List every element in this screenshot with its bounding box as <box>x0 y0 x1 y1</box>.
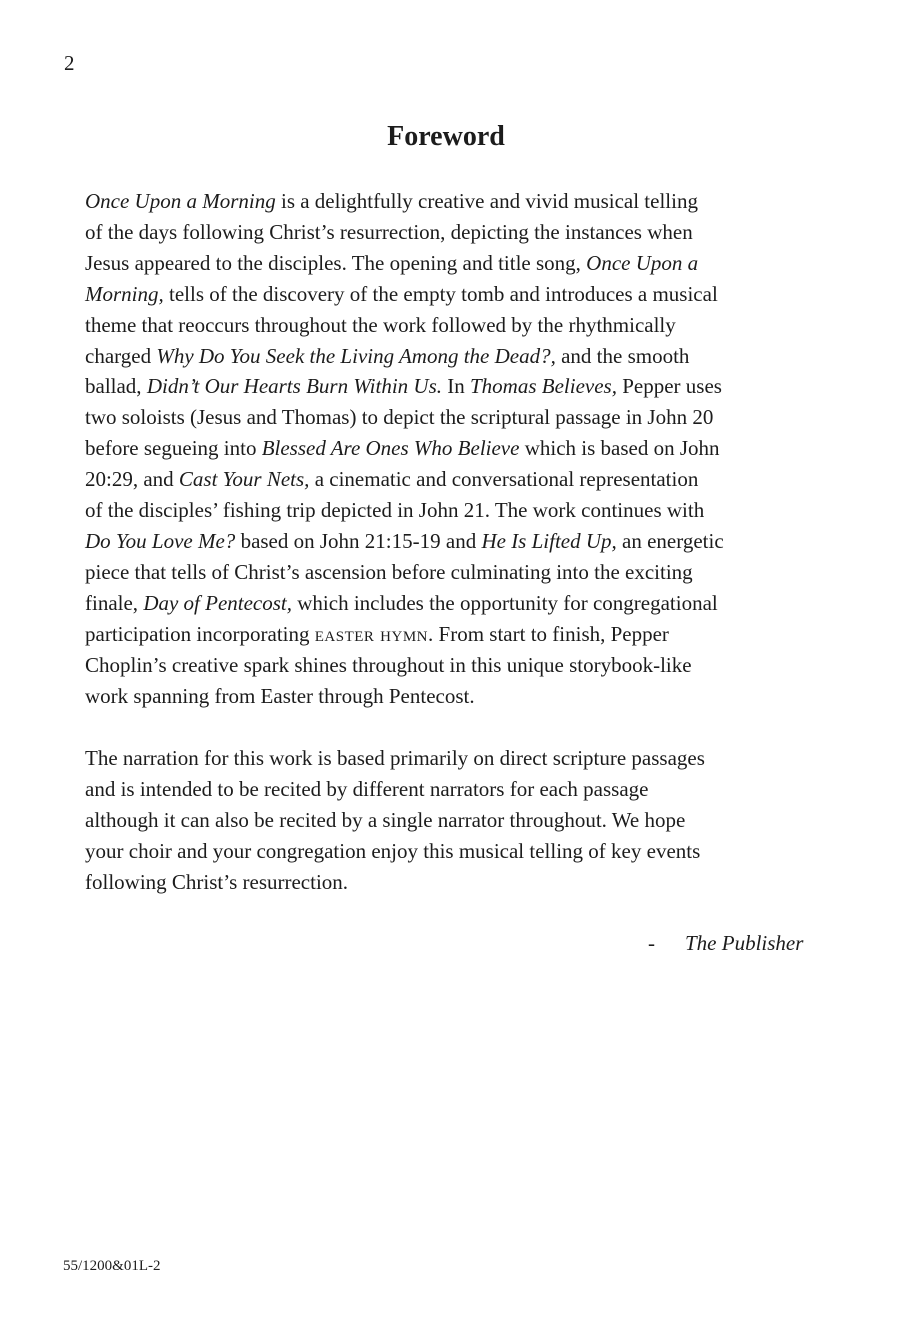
footer-catalog-code: 55/1200&01L-2 <box>63 1258 161 1274</box>
text-line <box>85 557 815 588</box>
text-line <box>85 805 815 836</box>
text-run: is a delightfully creative and vivid musical telling <box>275 189 698 213</box>
italic-title: Why Do You Seek the Living Among the Dead?, <box>156 343 556 368</box>
text-line <box>85 402 815 433</box>
italic-title: Thomas Believes, <box>470 374 617 399</box>
italic-title: Blessed Are Ones Who Believe <box>261 436 520 461</box>
text-line <box>85 836 815 867</box>
text-run: participation incorporating <box>85 621 315 646</box>
text-line <box>85 526 815 557</box>
italic-title: He Is Lifted Up, <box>481 528 617 553</box>
italic-title: Once Upon a Morning <box>85 189 276 213</box>
text-run: work spanning from Easter through Pentecost. <box>85 683 475 708</box>
text-line <box>85 279 815 310</box>
text-run: although it can also be recited by a single narrator throughout. We hope <box>85 807 686 832</box>
text-line <box>85 433 815 464</box>
text-run: finale, <box>85 590 144 615</box>
signature-name: The Publisher <box>685 931 804 955</box>
text-run: an energetic <box>616 528 724 553</box>
italic-title: Didn’t Our Hearts Burn Within Us. <box>146 374 442 399</box>
text-line <box>85 495 815 526</box>
italic-title: Morning, <box>85 281 164 306</box>
text-line <box>85 619 815 650</box>
text-run: Choplin’s creative spark shines throughout in this unique storybook-like <box>85 652 692 677</box>
text-run: theme that reoccurs throughout the work followed by the rhythmically <box>85 312 676 337</box>
text-run: which is based on John <box>519 436 720 461</box>
text-run: 20:29, and <box>85 467 179 492</box>
text-run: of the days following Christ’s resurrection, depicting the instances when <box>85 219 693 244</box>
foreword-paragraph-2 <box>85 743 815 898</box>
text-line <box>85 588 815 619</box>
text-run: ballad, <box>85 374 147 399</box>
text-run: which includes the opportunity for congregational <box>292 590 718 615</box>
text-line <box>85 464 815 495</box>
text-line <box>85 186 815 217</box>
text-line <box>85 743 815 774</box>
text-run: and the smooth <box>555 343 690 368</box>
text-line <box>85 371 815 402</box>
text-line <box>85 774 815 805</box>
hymn-tune-name: easter hymn <box>314 621 429 646</box>
signature <box>648 928 803 958</box>
foreword-paragraph-1 <box>85 186 815 711</box>
italic-title: Cast Your Nets, <box>178 467 310 492</box>
italic-title: Day of Pentecost, <box>143 590 293 615</box>
text-run: In <box>442 374 470 399</box>
text-run: charged <box>85 343 157 368</box>
text-run: and is intended to be recited by different narrators for each passage <box>85 776 649 801</box>
text-line <box>85 341 815 372</box>
text-line <box>85 650 815 681</box>
text-line <box>85 248 815 279</box>
text-run: following Christ’s resurrection. <box>85 869 349 894</box>
text-run: Jesus appeared to the disciples. The opening and title song, <box>85 250 587 275</box>
text-run: Pepper uses <box>616 374 722 399</box>
italic-title: Once Upon a <box>586 250 699 275</box>
italic-title: Do You Love Me? <box>85 528 236 553</box>
signature-dash: - <box>648 931 655 955</box>
text-run: piece that tells of Christ’s ascension before culminating into the exciting <box>85 559 693 584</box>
text-line <box>85 310 815 341</box>
text-run: The narration for this work is based primarily on direct scripture passages <box>85 746 705 770</box>
text-line <box>85 867 815 898</box>
page-number: 2 <box>64 51 75 75</box>
text-run: a cinematic and conversational representation <box>309 467 699 492</box>
text-run: . From start to finish, Pepper <box>428 621 669 646</box>
text-run: your choir and your congregation enjoy this musical telling of key events <box>85 838 701 863</box>
text-run: before segueing into <box>85 436 262 461</box>
text-line <box>85 217 815 248</box>
text-run: tells of the discovery of the empty tomb and introduces a musical <box>163 281 718 306</box>
text-run: of the disciples’ fishing trip depicted in John 21. The work continues with <box>85 498 705 523</box>
text-run: two soloists (Jesus and Thomas) to depict the scriptural passage in John 20 <box>85 405 714 430</box>
page-title: Foreword <box>387 121 505 152</box>
text-run: based on John 21:15-19 and <box>235 528 482 553</box>
text-line <box>85 681 815 712</box>
